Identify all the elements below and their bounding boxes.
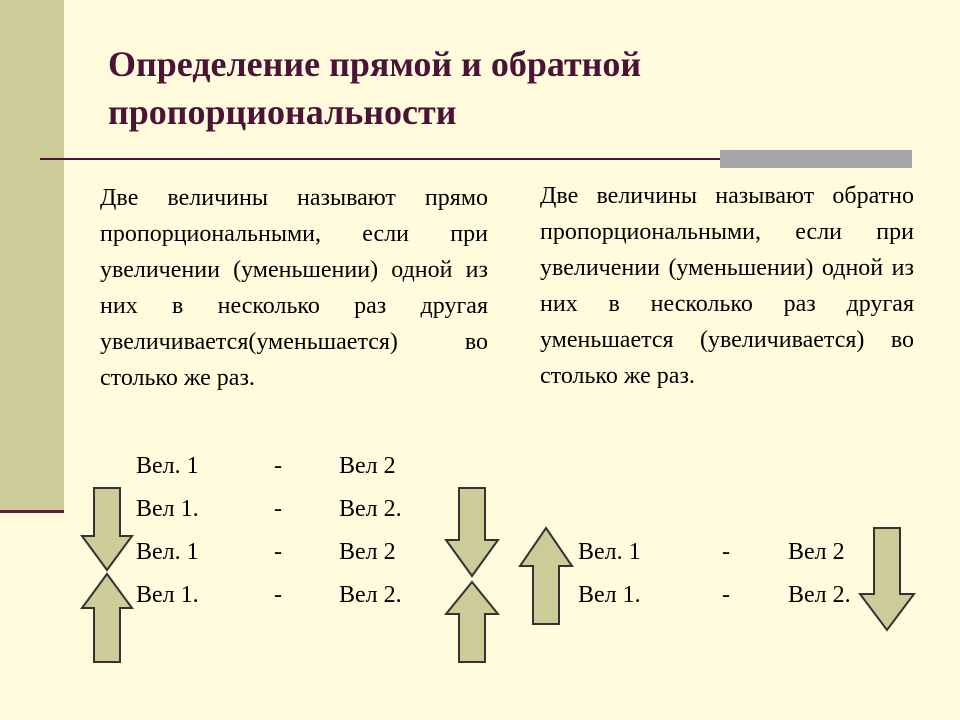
pair-dash: - [274, 453, 282, 479]
quantity-1-label: Вел. 1 [136, 453, 199, 479]
pair-dash: - [722, 539, 730, 565]
arrow-down-icon [444, 486, 500, 578]
sidebar-bar [0, 0, 64, 512]
inverse-proportion-definition: Две величины называют обратно пропорциональными, если при увеличении (уменьшении) одной из них в несколько раз другая уменьшается (увеличивается) во столько же раз. [540, 183, 914, 389]
sidebar-rule [0, 510, 64, 513]
arrow-down-icon [858, 526, 916, 632]
slide-title [108, 40, 888, 136]
title-line-1: Определение прямой и обратной [108, 44, 642, 84]
arrow-up-icon [80, 572, 134, 664]
quantity-2-label: Вел 2. [339, 496, 402, 522]
quantity-2-label: Вел 2 [339, 539, 396, 565]
quantity-1-label: Вел. 1 [136, 539, 199, 565]
direct-proportion-definition: Двe величины называют прямо пропорциональными, если при увеличении (уменьшении) одной из них в несколько раз другая увеличивается(уменьшается) во столько же раз. [100, 185, 488, 391]
quantity-2-label: Вел 2 [788, 539, 845, 565]
quantity-2-label: Вел 2. [339, 582, 402, 608]
quantity-1-label: Вел 1. [136, 496, 199, 522]
quantity-1-label: Вел 1. [136, 582, 199, 608]
quantity-2-label: Вел 2 [339, 453, 396, 479]
arrow-up-icon [518, 526, 574, 626]
pair-dash: - [274, 539, 282, 565]
pair-dash: - [722, 582, 730, 608]
pair-dash: - [274, 582, 282, 608]
quantity-2-label: Вел 2. [788, 582, 851, 608]
quantity-1-label: Вел 1. [578, 582, 641, 608]
arrow-up-icon [444, 580, 500, 664]
title-line-2: пропорциональности [108, 92, 457, 132]
title-accent-bar [720, 150, 912, 168]
arrow-down-icon [80, 486, 134, 572]
pair-dash: - [274, 496, 282, 522]
quantity-1-label: Вел. 1 [578, 539, 641, 565]
